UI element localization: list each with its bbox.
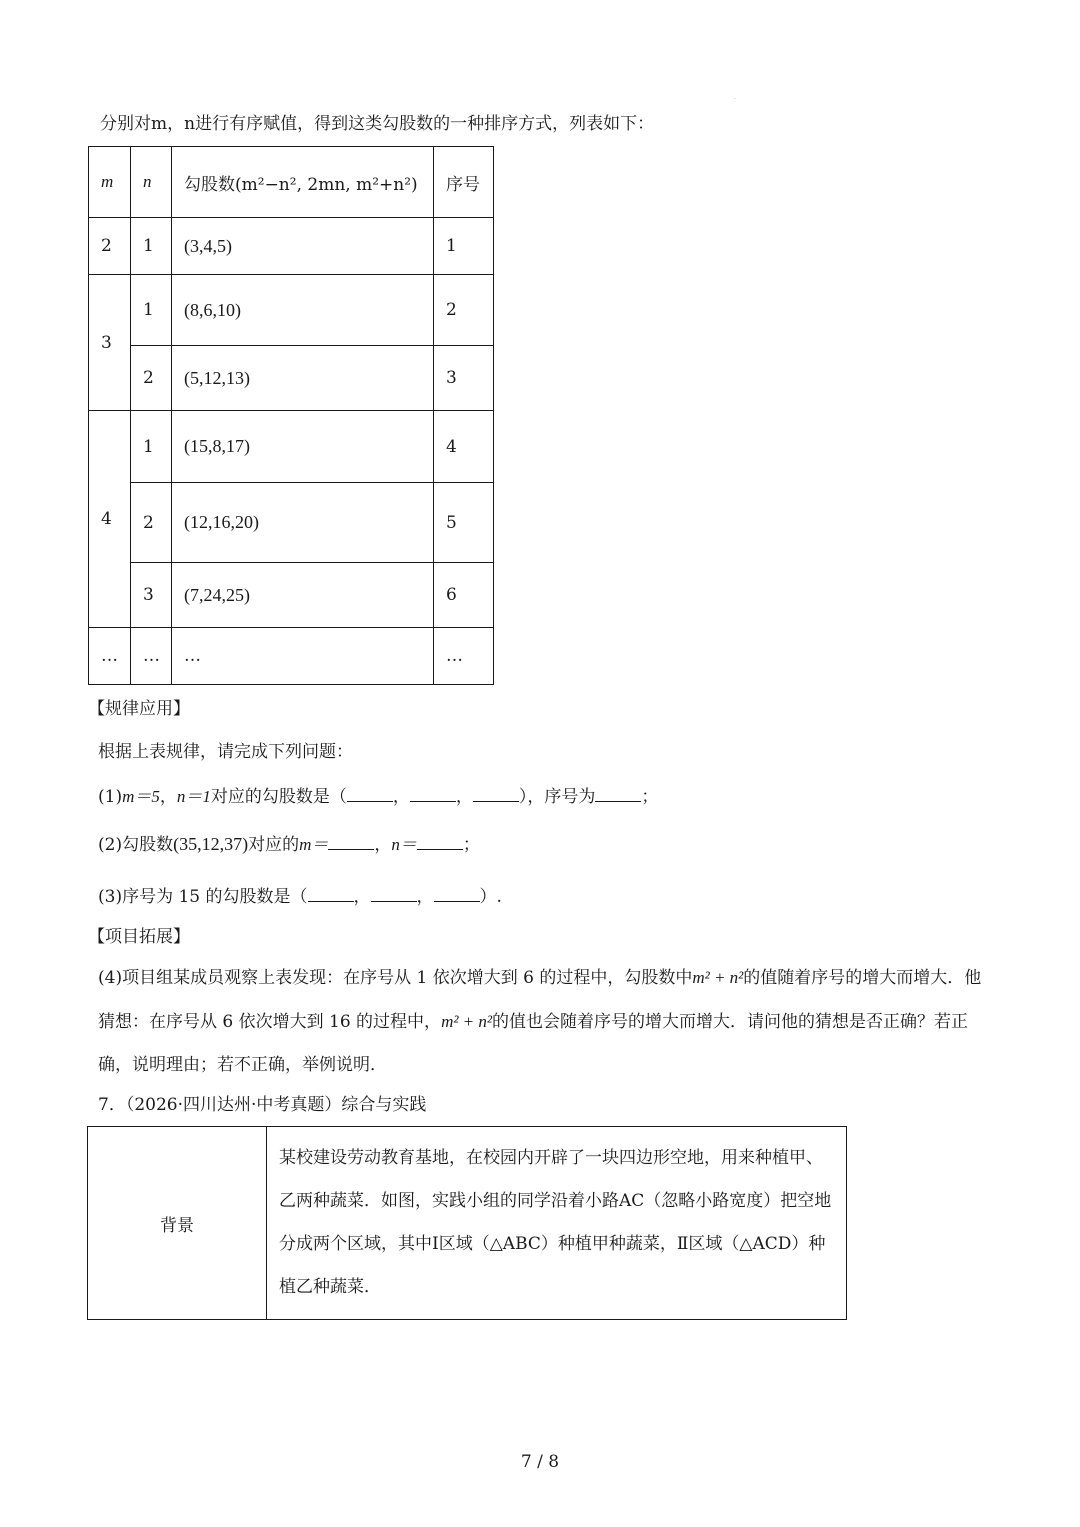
cell-n: 1	[131, 411, 172, 483]
q2-m-eq: m＝	[299, 835, 329, 854]
cell-n: …	[131, 628, 172, 685]
question-2	[98, 831, 480, 857]
page-number: 7 / 8	[520, 1452, 560, 1472]
cell-index: …	[434, 628, 494, 685]
intro-text: 分别对m，n进行有序赋值，得到这类勾股数的一种排序方式，列表如下：	[100, 114, 655, 134]
q2-mid: 对应的	[248, 835, 300, 855]
cell-triple: (5,12,13)	[172, 346, 434, 411]
header-index: 序号	[434, 147, 494, 218]
answer-blank[interactable]	[328, 831, 374, 850]
answer-blank[interactable]	[417, 831, 463, 850]
section-heading-rule: 【规律应用】	[88, 699, 190, 719]
cell-index: 5	[434, 483, 494, 563]
q2-sep: ，	[374, 835, 392, 855]
q1-prefix: (1)	[98, 787, 123, 807]
cell-triple: (7,24,25)	[172, 563, 434, 628]
cell-triple: (8,6,10)	[172, 275, 434, 346]
instruction-text: 根据上表规律，请完成下列问题：	[98, 742, 353, 762]
q1-mid: 对应的勾股数是（	[210, 787, 347, 807]
answer-blank[interactable]	[347, 783, 393, 802]
cell-n: 2	[131, 346, 172, 411]
cell-triple: (15,8,17)	[172, 411, 434, 483]
cell-m: 3	[89, 275, 131, 411]
q4-part3: 的值也会随着序号的增大而增大．请问他的猜想是否正确？若正确，说明理由；若不正确，举例说明．	[98, 1012, 969, 1075]
q3-comma: ，	[353, 887, 371, 907]
q1-close: ），序号为	[518, 787, 596, 807]
table-row	[89, 346, 494, 411]
question-4	[98, 956, 993, 1087]
q4-part1: (4)项目组某成员观察上表发现：在序号从 1 依次增大到 6 的过程中，勾股数中	[98, 968, 693, 988]
header-m: m	[89, 147, 131, 218]
cell-m: 4	[89, 411, 131, 628]
q1-comma: ，	[392, 787, 410, 807]
table-row	[88, 1127, 847, 1320]
section-heading-extension: 【项目拓展】	[88, 927, 190, 947]
q2-end: ；	[462, 835, 480, 855]
answer-blank[interactable]	[473, 783, 519, 802]
cell-index: 2	[434, 275, 494, 346]
q7-source: （2026·四川达州·中考真题）综合与实践	[125, 1095, 427, 1115]
cell-n: 1	[131, 218, 172, 275]
cell-n: 3	[131, 563, 172, 628]
q2-tuple: (35,12,37)	[173, 834, 249, 854]
q3-text: (3)序号为 15 的勾股数是（	[98, 887, 308, 907]
background-table	[87, 1126, 847, 1320]
question-7-header	[98, 1093, 426, 1117]
q2-n-eq: n＝	[391, 835, 417, 854]
answer-blank[interactable]	[434, 883, 480, 902]
answer-blank[interactable]	[371, 883, 417, 902]
table-row	[89, 628, 494, 685]
table-row	[89, 483, 494, 563]
question-3	[98, 883, 502, 909]
cell-m: 2	[89, 218, 131, 275]
q7-number: 7．	[98, 1095, 126, 1115]
table-header-row	[89, 147, 494, 218]
answer-blank[interactable]	[308, 883, 354, 902]
background-content: 某校建设劳动教育基地，在校园内开辟了一块四边形空地，用来种植甲、乙两种蔬菜．如图，实践小组的同学沿着小路AC（忽略小路宽度）把空地分成两个区域，其中Ⅰ区域（△ABC）种植甲种蔬菜，Ⅱ区域（△ACD）种植乙种蔬菜．	[267, 1127, 847, 1320]
table-row	[89, 275, 494, 346]
q4-expr: m² + n²	[441, 1012, 493, 1031]
speck: ·	[734, 96, 736, 103]
header-n: n	[131, 147, 172, 218]
cell-m: …	[89, 628, 131, 685]
cell-triple: …	[172, 628, 434, 685]
pythagorean-table	[88, 146, 494, 685]
cell-n: 1	[131, 275, 172, 346]
q1-cond-n: n＝1	[176, 787, 211, 806]
q3-end: ）.	[479, 887, 502, 907]
table-row	[89, 218, 494, 275]
answer-blank[interactable]	[410, 783, 456, 802]
answer-blank[interactable]	[595, 783, 641, 802]
q3-comma: ，	[416, 887, 434, 907]
question-1	[98, 783, 658, 809]
q1-sep: ，	[159, 787, 177, 807]
table-row	[89, 563, 494, 628]
q2-prefix: (2)勾股数	[98, 835, 174, 855]
q4-expr: m² + n²	[692, 968, 744, 987]
cell-index: 4	[434, 411, 494, 483]
q1-cond-m: m＝5	[122, 787, 160, 806]
table-row	[89, 411, 494, 483]
cell-index: 6	[434, 563, 494, 628]
background-label: 背景	[88, 1127, 267, 1320]
cell-index: 3	[434, 346, 494, 411]
q1-end: ；	[641, 787, 659, 807]
header-triple: 勾股数(m²−n², 2mn, m²+n²)	[172, 147, 434, 218]
cell-triple: (3,4,5)	[172, 218, 434, 275]
cell-n: 2	[131, 483, 172, 563]
cell-triple: (12,16,20)	[172, 483, 434, 563]
q1-comma: ，	[455, 787, 473, 807]
q4-part2: 的值随着序号的增大而增大．他猜想：在序号从 6 依次增大到 16 的过程中，	[98, 968, 982, 1032]
cell-index: 1	[434, 218, 494, 275]
